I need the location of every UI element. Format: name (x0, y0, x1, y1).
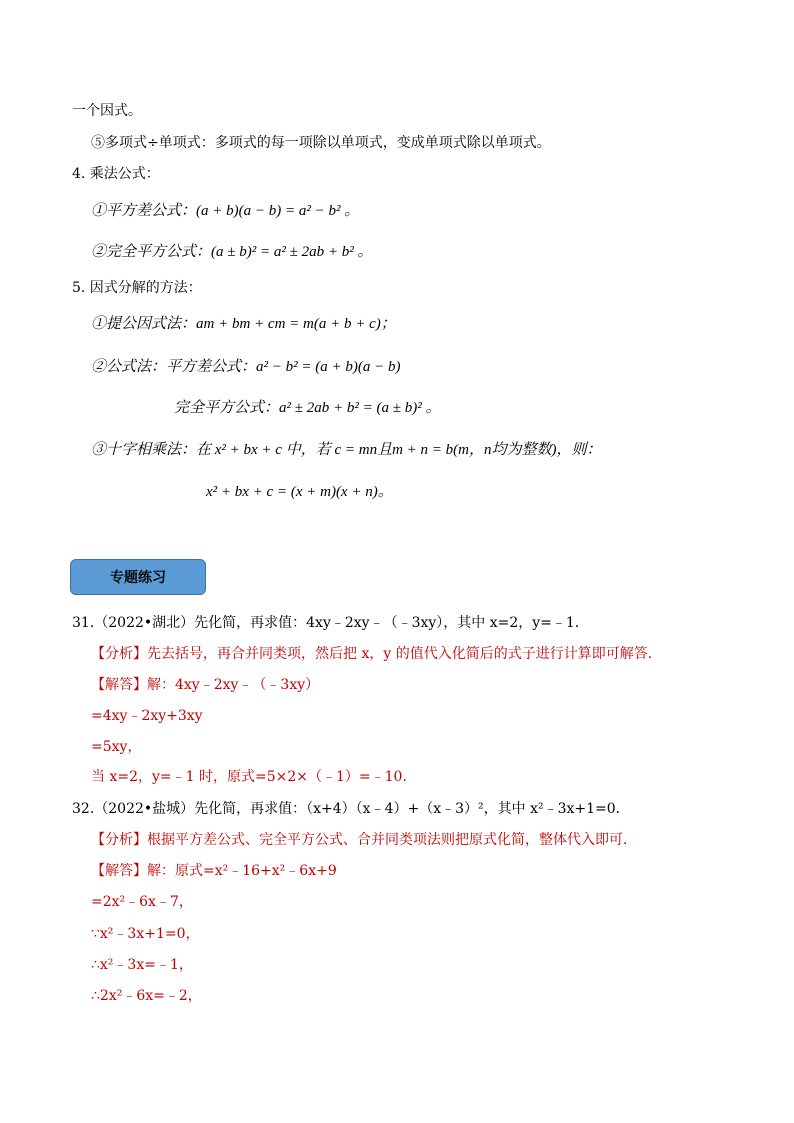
formula-line: ②公式法：平方差公式：a² − b² = (a + b)(a − b) (91, 359, 401, 375)
solution-line: 【解答】解：4xy﹣2xy﹣（﹣3xy） (91, 677, 320, 693)
text-line: 一个因式。 (72, 103, 142, 119)
question-stem: 32.（2022•盐城）先化简，再求值：（x+4）（x﹣4）+（x﹣3）²，其中 x²﹣3x+1=0． (72, 801, 630, 817)
text-line: ⑤多项式÷单项式：多项式的每一项除以单项式，变成单项式除以单项式。 (91, 135, 551, 151)
analysis-text: 【分析】根据平方差公式、完全平方公式、合并同类项法则把原式化简，整体代入即可． (91, 832, 637, 848)
solution-line: ∴2x²﹣6x=﹣2， (91, 988, 202, 1004)
solution-line: =2x²﹣6x﹣7， (91, 894, 193, 910)
section-heading: 4. 乘法公式： (72, 166, 160, 182)
solution-line: 当 x=2，y=﹣1 时，原式=5×2×（﹣1）=﹣10． (91, 769, 417, 785)
analysis-text: 【分析】先去括号，再合并同类项，然后把 x，y 的值代入化简后的式子进行计算即可解答． (91, 646, 662, 662)
solution-line: =4xy﹣2xy+3xy (91, 708, 203, 724)
solution-line: ∵x²﹣3x+1=0， (91, 926, 200, 942)
formula-line: ①平方差公式：(a + b)(a − b) = a² − b² 。 (91, 203, 360, 219)
formula-line: ③十字相乘法：在 x² + bx + c 中，若 c = mn且m + n = b(m，n均为整数)，则： (91, 442, 602, 458)
formula-line: ②完全平方公式：(a ± b)² = a² ± 2ab + b² 。 (91, 244, 373, 260)
formula-line: ①提公因式法：am + bm + cm = m(a + b + c)； (91, 316, 396, 332)
formula-line: x² + bx + c = (x + m)(x + n)。 (206, 484, 393, 500)
solution-line: 【解答】解：原式=x²﹣16+x²﹣6x+9 (91, 863, 337, 879)
solution-line: ∴x²﹣3x=﹣1， (91, 957, 193, 973)
section-button[interactable]: 专题练习 (70, 559, 206, 595)
formula-line: 完全平方公式：a² ± 2ab + b² = (a ± b)² 。 (174, 400, 441, 416)
question-stem: 31.（2022•湖北）先化简，再求值：4xy﹣2xy﹣（﹣3xy），其中 x=2，y=﹣1． (72, 615, 589, 631)
solution-line: =5xy， (91, 739, 142, 755)
section-heading: 5. 因式分解的方法： (72, 280, 202, 296)
